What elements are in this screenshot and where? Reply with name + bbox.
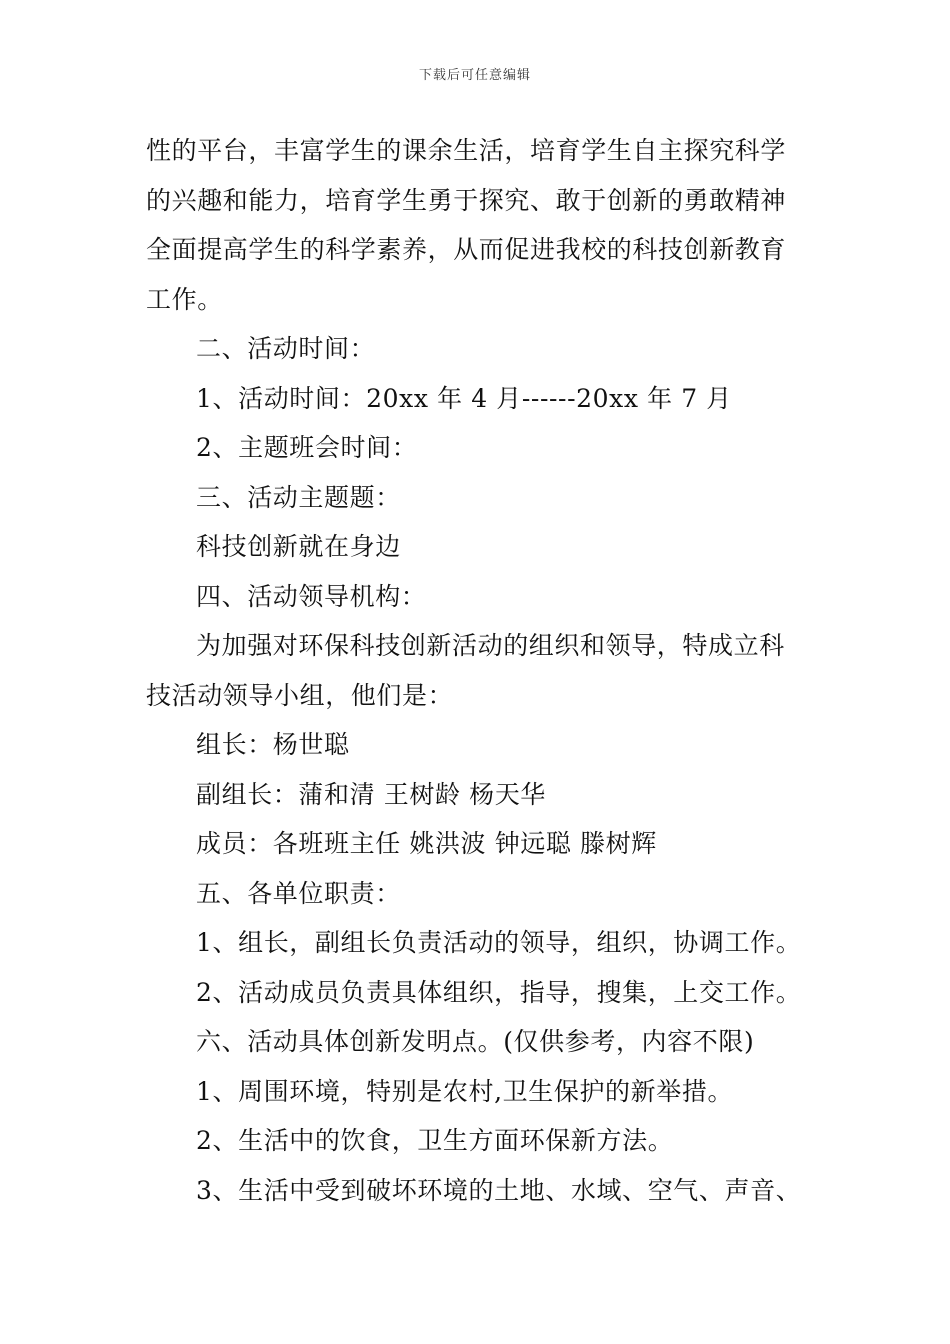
paragraph-line: 为加强对环保科技创新活动的组织和领导，特成立科 (196, 631, 785, 660)
section-heading-time: 二、活动时间： (196, 334, 376, 363)
section-heading-leadership: 四、活动领导机构： (196, 581, 427, 611)
list-item: 2、主题班会时间： (196, 433, 418, 462)
list-item: 2、生活中的饮食，卫生方面环保新方法。 (196, 1126, 674, 1155)
members-line: 成员：各班班主任 姚洪波 钟远聪 滕树辉 (196, 829, 657, 858)
section-heading-innovation: 六、活动具体创新发明点。(仅供参考，内容不限) (196, 1027, 755, 1056)
section-heading-theme: 三、活动主题题： (196, 482, 401, 512)
list-item: 1、周围环境，特别是农村,卫生保护的新举措。 (196, 1076, 734, 1106)
deputy-leader-line: 副组长：蒲和清 王树龄 杨天华 (196, 779, 546, 809)
paragraph-line: 工作。 (146, 284, 223, 314)
paragraph-line: 性的平台，丰富学生的课余生活，培育学生自主探究科学 (146, 136, 787, 165)
page-header-note: 下载后可任意编辑 (418, 68, 531, 83)
paragraph-line: 全面提高学生的科学素养，从而促进我校的科技创新教育 (146, 235, 787, 264)
section-heading-duties: 五、各单位职责： (196, 878, 401, 908)
list-item: 1、组长，副组长负责活动的领导，组织，协调工作。 (196, 928, 802, 957)
list-item: 2、活动成员负责具体组织，指导，搜集，上交工作。 (196, 977, 802, 1007)
document-body (146, 126, 811, 1215)
list-item: 3、生活中受到破坏环境的土地、水域、空气、声音、 (196, 1175, 802, 1205)
paragraph-line: 的兴趣和能力，培育学生勇于探究、敢于创新的勇敢精神 (146, 185, 787, 215)
leader-line: 组长：杨世聪 (196, 730, 350, 759)
paragraph-line: 技活动领导小组，他们是： (146, 680, 454, 710)
theme-text: 科技创新就在身边 (196, 532, 401, 561)
list-item: 1、活动时间：20xx 年 4 月------20xx 年 7 月 (196, 383, 732, 413)
